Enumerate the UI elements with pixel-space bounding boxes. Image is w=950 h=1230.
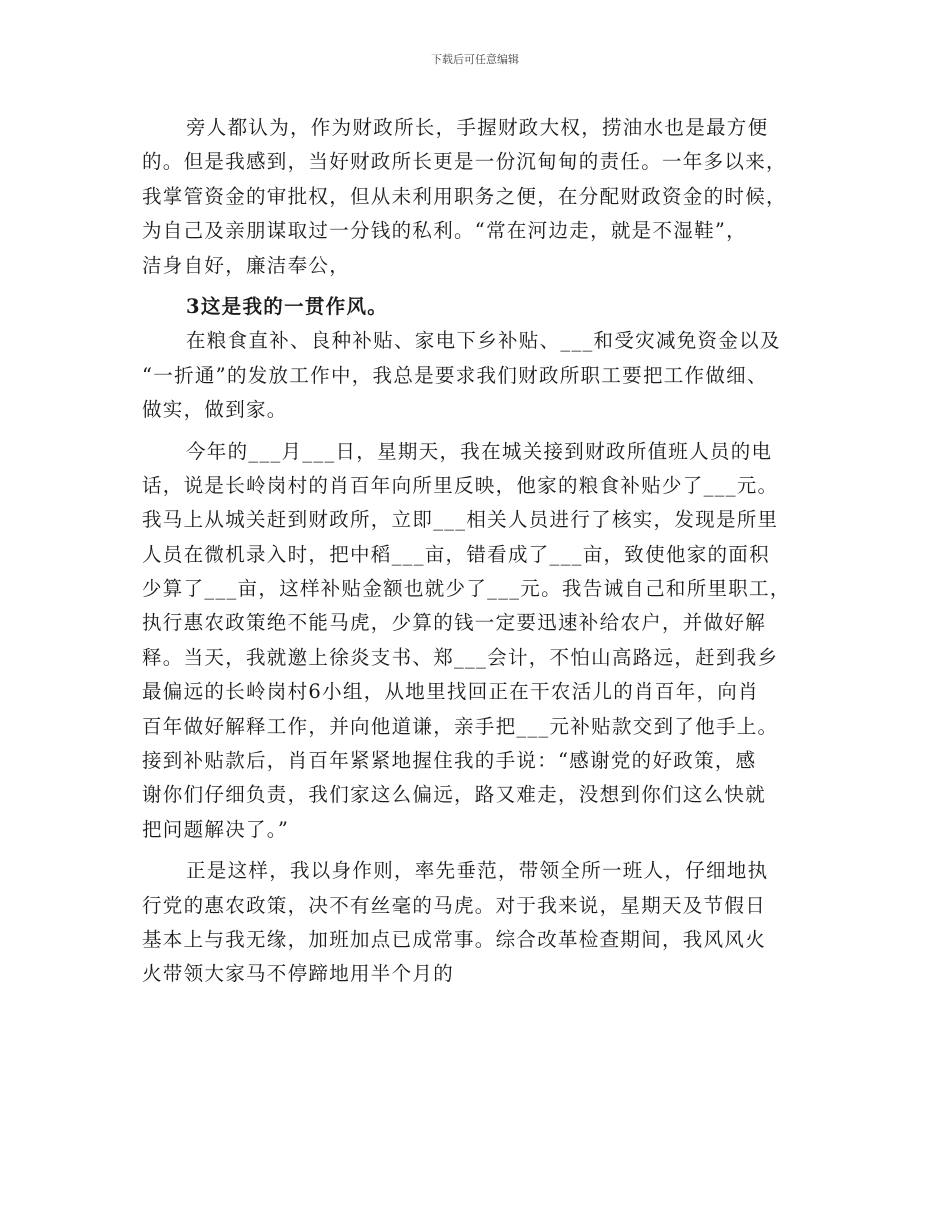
text-line: 基本上与我无缘，加班加点已成常事。综合改革检查期间，我风风火: [142, 927, 767, 951]
text-line: 接到补贴款后，肖百年紧紧地握住我的手说：“感谢党的好政策，感: [142, 749, 757, 773]
text-line: 洁身自好，廉洁奉公，: [142, 253, 351, 277]
text-line: 释。当天，我就邀上徐炎支书、郑___会计，不怕山高路远，赶到我乡: [142, 645, 779, 669]
text-line: 在粮食直补、良种补贴、家电下乡补贴、___和受灾减免资金以及: [186, 329, 781, 353]
text-line: 少算了___亩，这样补贴金额也就少了___元。我告诫自己和所里职工，: [142, 577, 791, 601]
text-line: 把问题解决了。”: [142, 817, 290, 841]
bold-heading-line: 3这是我的一贯作风。: [186, 294, 389, 318]
text-line: 的。但是我感到，当好财政所长更是一份沉甸甸的责任。一年多以来，: [142, 150, 787, 174]
text-line: 旁人都认为，作为财政所长，手握财政大权，捞油水也是最方便: [186, 116, 769, 139]
text-line: 百年做好解释工作，并向他道谦，亲手把___元补贴款交到了他手上。: [142, 714, 779, 738]
text-line: “一折通”的发放工作中，我总是要求我们财政所职工要把工作做细、: [142, 363, 768, 387]
text-line: 正是这样，我以身作则，率先垂范，带领全所一班人，仔细地执: [186, 859, 769, 883]
text-line: 我掌管资金的审批权，但从未利用职务之便，在分配财政资金的时候，: [142, 184, 787, 208]
text-line: 今年的___月___日，星期天，我在城关接到财政所值班人员的电: [186, 439, 773, 463]
text-line: 谢你们仔细负责，我们家这么偏远，路又难走，没想到你们这么快就: [142, 783, 767, 807]
text-line: 为自己及亲朋谋取过一分钱的私利。“常在河边走，就是不湿鞋”，: [142, 219, 747, 243]
text-line: 话，说是长岭岗村的肖百年向所里反映，他家的粮食补贴少了___元。: [142, 473, 779, 497]
text-line: 做实，做到家。: [142, 398, 288, 422]
text-line: 最偏远的长岭岗村6小组，从地里找回正在干农活儿的肖百年，向肖: [142, 680, 759, 704]
text-line: 执行惠农政策绝不能马虎，少算的钱一定要迅速补给农户，并做好解: [142, 611, 767, 635]
document-body: [142, 111, 810, 992]
text-line: 火带领大家马不停蹄地用半个月的: [142, 962, 455, 986]
text-line: 人员在微机录入时，把中稻___亩，错看成了___亩，致使他家的面积: [142, 542, 770, 566]
text-line: 行党的惠农政策，决不有丝毫的马虎。对于我来说，星期天及节假日: [142, 893, 767, 917]
page-header: 下载后可任意编辑: [431, 53, 519, 66]
text-line: 我马上从城关赶到财政所，立即___相关人员进行了核实，发现是所里: [142, 508, 779, 532]
